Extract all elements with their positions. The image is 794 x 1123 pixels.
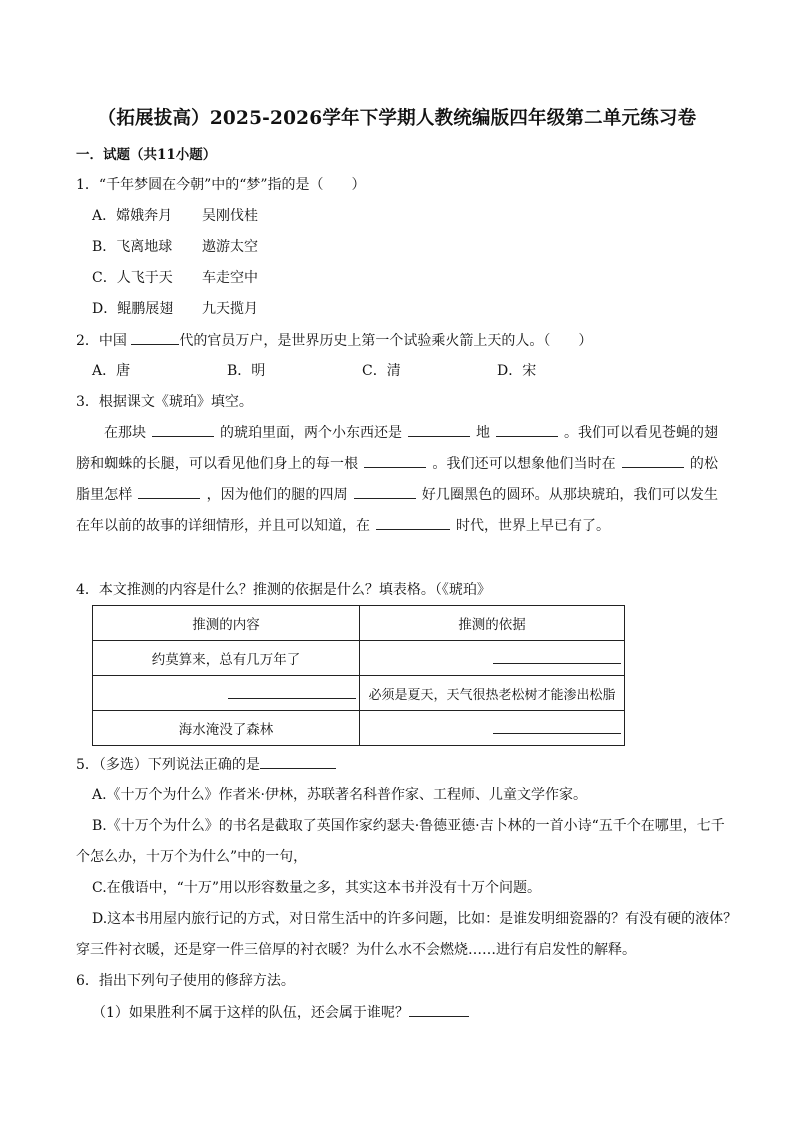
answer-blank[interactable] <box>493 649 621 664</box>
section-heading: 一．试题（共11小题） <box>76 147 217 163</box>
table-header-row <box>93 606 625 641</box>
table-cell: 海水淹没了森林 <box>93 711 360 746</box>
option-text: 吴刚伐桂 <box>202 208 258 224</box>
question-6-sub-1 <box>92 1002 469 1023</box>
option-a: A．唐 <box>92 363 131 379</box>
answer-blank[interactable] <box>622 453 684 468</box>
question-2-stem <box>76 330 592 351</box>
option-c: C．清 <box>362 363 401 379</box>
passage-text: 的松脂里怎样 <box>76 456 719 503</box>
answer-blank[interactable] <box>496 422 558 437</box>
page-title: （拓展拔高）2025-2026学年下学期人教统编版四年级第二单元练习卷 <box>97 108 697 129</box>
answer-blank[interactable] <box>376 515 450 530</box>
table-answer-cell <box>360 711 625 746</box>
question-5-stem-text: 5．（多选）下列说法正确的是 <box>76 757 260 773</box>
table-cell: 约莫算来，总有几万年了 <box>93 641 360 676</box>
passage-text: 好几圈黑色的圆环。从那块琥珀，我们可以发生在年以前的故事的详细情形，并且可以知道，在 <box>76 487 719 534</box>
question-5-item-b: B.《十万个为什么》的书名是截取了英国作家约瑟夫·鲁德亚德·吉卜林的一首小诗“五千个在哪里，七千 <box>92 818 725 834</box>
question-1-option-b <box>92 237 258 257</box>
question-5-item-d: D.这本书用屋内旅行记的方式，对日常生活中的许多问题，比如：是谁发明细瓷器的？有没有硬的液体？ <box>92 911 738 927</box>
question-5-item-d-cont: 穿三件衬衣暖，还是穿一件三倍厚的衬衣暖？为什么水不会燃烧……进行有启发性的解释。 <box>76 942 636 958</box>
answer-blank[interactable] <box>260 754 336 769</box>
table-row <box>93 711 625 746</box>
table-header: 推测的内容 <box>93 606 360 641</box>
table-row <box>93 676 625 711</box>
table-answer-cell <box>360 641 625 676</box>
answer-blank[interactable] <box>354 484 416 499</box>
question-6-sub-1-text: （1）如果胜利不属于这样的队伍，还会属于谁呢？ <box>92 1005 409 1021</box>
answer-blank[interactable] <box>493 719 621 734</box>
question-2-stem-pre: 2．中国 <box>76 333 127 349</box>
question-4-table <box>92 605 625 746</box>
question-2-options <box>92 361 536 381</box>
answer-blank[interactable] <box>409 1002 469 1017</box>
option-text: 九天揽月 <box>202 301 258 317</box>
option-label: C．人飞于天 <box>92 270 173 286</box>
passage-text: 的琥珀里面，两个小东西还是 <box>220 425 402 441</box>
question-5-stem <box>76 754 336 775</box>
table-row <box>93 641 625 676</box>
question-5-item-b-cont: 个怎么办，十万个为什么”中的一句， <box>76 849 308 865</box>
question-2-stem-post: 代的官员万户，是世界历史上第一个试验乘火箭上天的人。（ ） <box>179 333 593 349</box>
answer-blank[interactable] <box>138 484 200 499</box>
option-label: B．飞离地球 <box>92 239 173 255</box>
answer-blank[interactable] <box>364 453 426 468</box>
option-d: D．宋 <box>497 363 537 379</box>
answer-blank[interactable] <box>131 330 179 345</box>
answer-blank[interactable] <box>152 422 214 437</box>
question-6-stem: 6．指出下列句子使用的修辞方法。 <box>76 973 295 989</box>
question-1-stem: 1．“千年梦圆在今朝”中的“梦”指的是（ ） <box>76 177 366 193</box>
table-cell: 必须是夏天，天气很热老松树才能渗出松脂 <box>360 676 625 711</box>
question-1-option-a <box>92 206 258 226</box>
passage-text: 在那块 <box>104 425 146 441</box>
option-label: D．鲲鹏展翅 <box>92 301 174 317</box>
passage-text: 。我们可以看见苍蝇的翅膀和蜘蛛的长腿，可以看见他们身上的每一根 <box>76 425 718 472</box>
question-5-item-c: C.在俄语中，“十万”用以形容数量之多，其实这本书并没有十万个问题。 <box>92 880 541 896</box>
question-5-item-a: A.《十万个为什么》作者米·伊林，苏联著名科普作家、工程师、儿童文学作家。 <box>92 787 588 803</box>
passage-text: 时代，世界上早已有了。 <box>456 518 610 534</box>
passage-text: 地 <box>476 425 490 441</box>
option-label: A．嫦娥奔月 <box>92 208 173 224</box>
question-3-stem: 3．根据课文《琥珀》填空。 <box>76 394 253 410</box>
question-1-option-c <box>92 268 258 288</box>
option-text: 车走空中 <box>202 270 258 286</box>
answer-blank[interactable] <box>408 422 470 437</box>
table-header: 推测的依据 <box>360 606 625 641</box>
answer-blank[interactable] <box>228 684 356 699</box>
question-3-passage <box>76 418 718 542</box>
option-b: B．明 <box>227 363 266 379</box>
option-text: 遨游太空 <box>202 239 258 255</box>
passage-text: ，因为他们的腿的四周 <box>206 487 348 503</box>
passage-text: 。我们还可以想象他们当时在 <box>432 456 616 472</box>
table-answer-cell <box>93 676 360 711</box>
question-4-stem: 4．本文推测的内容是什么？推测的依据是什么？填表格。（《琥珀》 <box>76 582 491 598</box>
question-1-option-d <box>92 299 258 319</box>
